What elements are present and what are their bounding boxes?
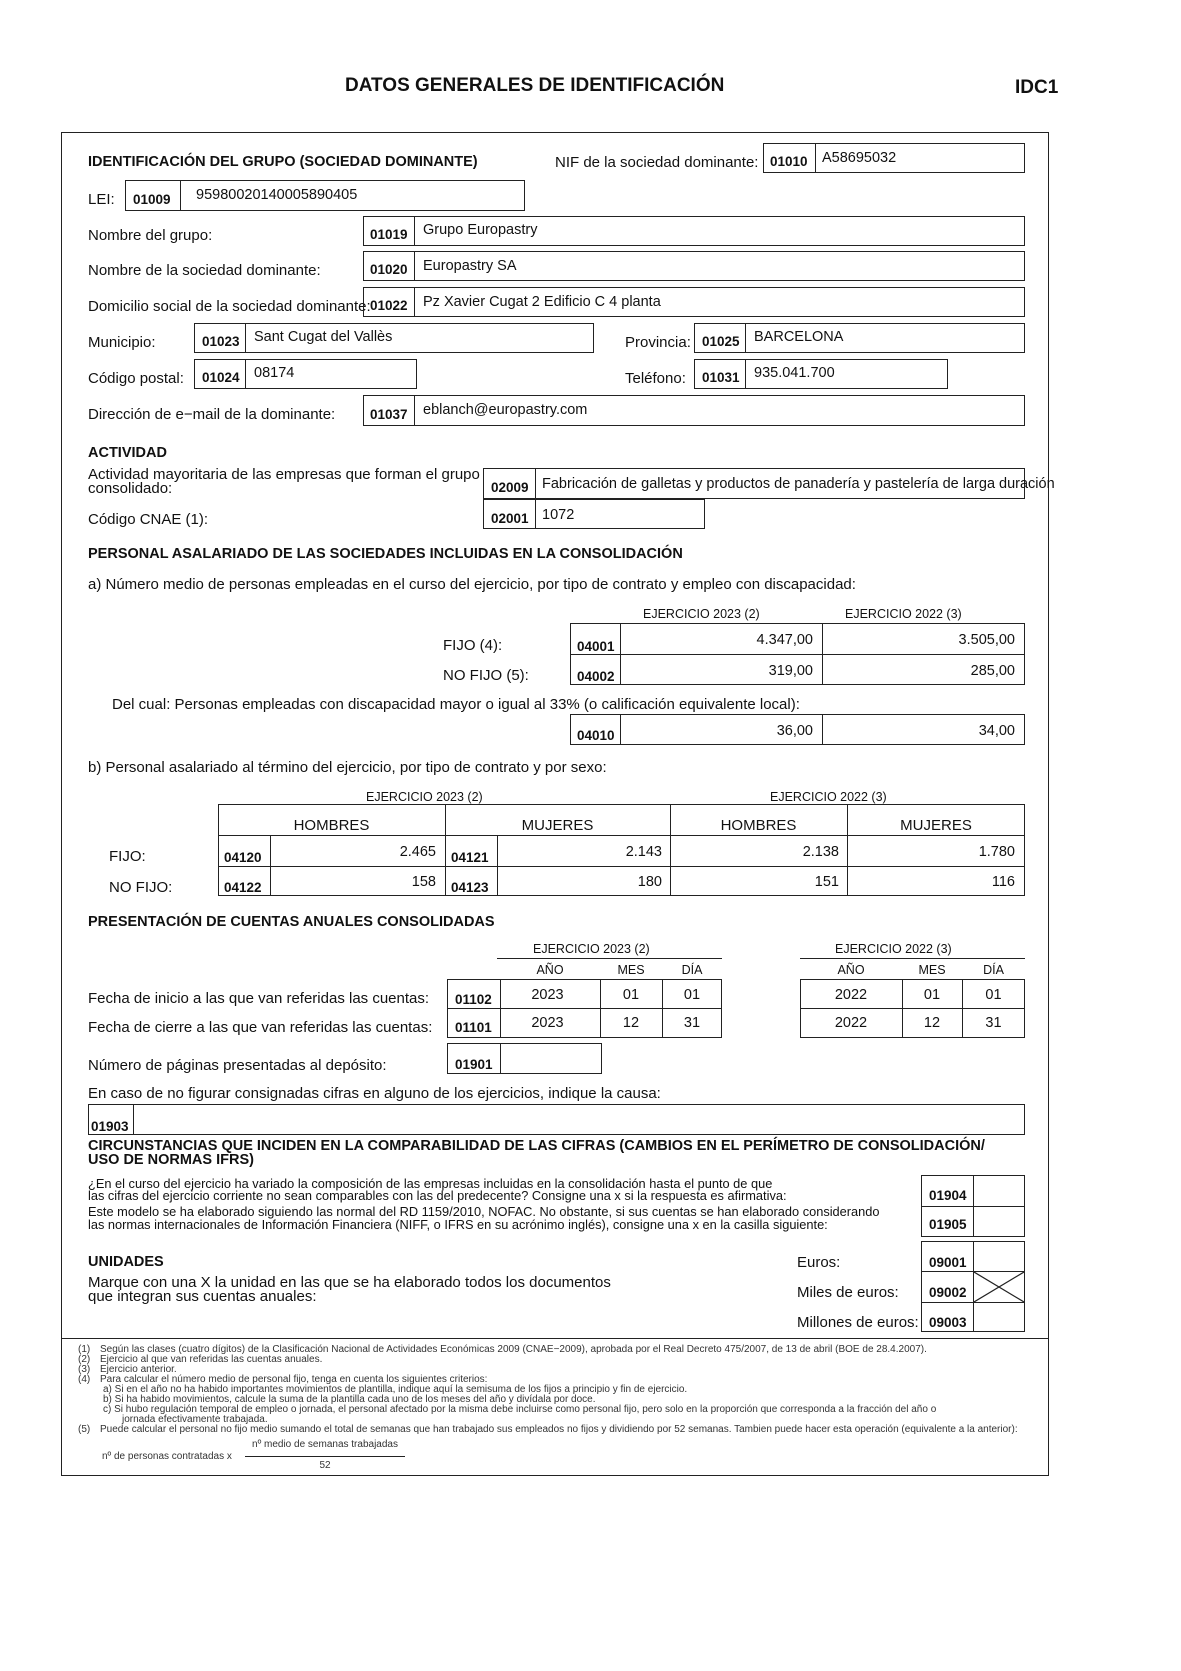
email-code: 01037 [370,407,408,422]
email-value: eblanch@europastry.com [423,402,588,418]
hombres-cur-header: HOMBRES [293,817,370,834]
telefono-code: 01031 [702,370,740,385]
cierre-mes-cur: 12 [622,1015,640,1031]
fijo-hombres-cur: 2.465 [399,844,436,860]
discapacidad-prev: 34,00 [978,723,1015,739]
domicilio-code: 01022 [370,298,408,313]
code-04120: 04120 [224,850,262,865]
cierre-mes-prev: 12 [923,1015,941,1031]
lei-value: 95980020140005890405 [196,187,358,203]
miles-checkbox-checked[interactable] [974,1272,1024,1302]
personal-b-ej-cur: EJERCICIO 2023 (2) [366,790,483,804]
footnote-2: Ejercicio al que van referidas las cuentas anuales. [100,1354,323,1365]
millones-label: Millones de euros: [797,1314,919,1331]
paginas-code: 01901 [455,1057,493,1072]
mes-prev-header: MES [918,963,946,977]
cuentas-ej-cur: EJERCICIO 2023 (2) [533,942,650,956]
fijo-mujeres-prev: 1.780 [978,844,1015,860]
circ-q2-line2: las normas internacionales de Información Financiera (NIFF, o IFRS en su acrónimo inglés), consigne una x en la casilla siguiente: [88,1217,828,1232]
b-fijo-label: FIJO: [109,848,146,865]
provincia-label: Provincia: [625,334,691,351]
page-title: DATOS GENERALES DE IDENTIFICACIÓN [345,75,725,96]
section-cuentas-heading: PRESENTACIÓN DE CUENTAS ANUALES CONSOLIDADAS [88,914,495,930]
circ-q2-code: 01905 [929,1217,967,1232]
formula-left: nº de personas contratadas x [102,1451,232,1462]
circ-q2-checkbox[interactable] [974,1207,1024,1236]
footnote-4c-cont: jornada efectivamente trabajada. [122,1414,268,1425]
fijo-label: FIJO (4): [443,637,503,654]
footnote-4-num: (4) [78,1374,91,1385]
nofijo-cur: 319,00 [768,663,813,679]
footnote-3: Ejercicio anterior. [100,1364,177,1375]
nofijo-hombres-prev: 151 [814,874,839,890]
cierre-anio-cur: 2023 [531,1015,564,1031]
personal-a-label: a) Número medio de personas empleadas en el curso del ejercicio, por tipo de contrato y empleo con discapacidad: [88,576,856,593]
causa-label: En caso de no figurar consignadas cifras en alguno de los ejercicios, indique la causa: [88,1085,661,1102]
miles-code: 09002 [929,1285,967,1300]
circ-q1-line2: las cifras del ejercicio corriente no sean comparables con las del predecente? Consigne una x si la respuesta es afirmativa: [88,1188,787,1203]
nif-code: 01010 [770,154,808,169]
section-circ-heading-1: CIRCUNSTANCIAS QUE INCIDEN EN LA COMPARABILIDAD DE LAS CIFRAS (CAMBIOS EN EL PERÍMETRO DE CONSOLIDACIÓN/ [88,1138,985,1154]
cnae-label: Código CNAE (1): [88,511,209,528]
millones-checkbox[interactable] [974,1303,1024,1331]
circ-q1-checkbox[interactable] [974,1176,1024,1206]
inicio-label: Fecha de inicio a las que van referidas las cuentas: [88,990,430,1007]
nofijo-mujeres-cur: 180 [637,874,662,890]
email-label: Dirección de e−mail de la dominante: [88,406,336,423]
mujeres-cur-header: MUJERES [521,817,594,834]
footnote-3-num: (3) [78,1364,91,1375]
municipio-code: 01023 [202,334,240,349]
section-unidades-heading: UNIDADES [88,1254,164,1270]
actividad-value: Fabricación de galletas y productos de panadería y pastelería de larga duración [542,476,1055,492]
inicio-anio-cur: 2023 [531,987,564,1003]
circ-q1-code: 01904 [929,1188,967,1203]
unidades-text-line2: que integran sus cuentas anuales: [88,1288,317,1305]
footnote-divider [61,1338,1049,1339]
inicio-mes-cur: 01 [622,987,640,1003]
nombre-grupo-label: Nombre del grupo: [88,227,213,244]
section-personal-heading: PERSONAL ASALARIADO DE LAS SOCIEDADES INCLUIDAS EN LA CONSOLIDACIÓN [88,546,683,562]
footnote-5-num: (5) [78,1424,91,1435]
cierre-code: 01101 [455,1020,492,1035]
inicio-dia-cur: 01 [683,987,701,1003]
form-code: IDC1 [1015,77,1059,98]
b-nofijo-label: NO FIJO: [109,879,173,896]
hombres-prev-header: HOMBRES [720,817,797,834]
mes-cur-header: MES [617,963,645,977]
domicilio-label: Domicilio social de la sociedad dominante: [88,298,371,315]
formula-denominator: 52 [319,1460,331,1471]
anio-prev-header: AÑO [837,963,865,977]
circ-q1-line1: ¿En el curso del ejercicio ha variado la composición de las empresas incluidas en la consolidación hasta el punto de que [88,1176,773,1191]
nif-value: A58695032 [822,150,897,166]
discapacidad-label: Del cual: Personas empleadas con discapacidad mayor o igual al 33% (o calificación equivalente local): [112,696,800,713]
unidades-text-line1: Marque con una X la unidad en las que se ha elaborado todos los documentos [88,1274,611,1291]
nombre-soc-code: 01020 [370,262,408,277]
personal-ej-cur: EJERCICIO 2023 (2) [643,607,760,621]
personal-ej-prev: EJERCICIO 2022 (3) [845,607,962,621]
inicio-dia-prev: 01 [985,987,1002,1003]
cnae-value: 1072 [542,507,575,523]
nofijo-mujeres-prev: 116 [991,874,1015,890]
section-grupo-heading: IDENTIFICACIÓN DEL GRUPO (SOCIEDAD DOMINANTE) [88,154,478,170]
cierre-anio-prev: 2022 [834,1015,868,1031]
cierre-dia-cur: 31 [683,1015,701,1031]
inicio-anio-prev: 2022 [834,987,868,1003]
footnote-4b: b) Si ha habido movimientos, calcule la suma de la plantilla cada uno de los meses del año y divídala por doce. [103,1394,596,1405]
personal-b-ej-prev: EJERCICIO 2022 (3) [770,790,887,804]
millones-code: 09003 [929,1315,967,1330]
actividad-code: 02009 [491,480,529,495]
section-actividad-heading: ACTIVIDAD [88,445,167,461]
cuentas-ej-prev: EJERCICIO 2022 (3) [835,942,952,956]
nofijo-prev: 285,00 [970,663,1015,679]
provincia-value: BARCELONA [754,329,844,345]
footnote-1: Según las clases (cuatro dígitos) de la Clasificación Nacional de Actividades Económicas 2009 (CNAE−2009), aprobada por el Real Decreto 475/2007, de 13 de abril (BOE de 28.4.2007). [100,1344,927,1355]
fijo-hombres-prev: 2.138 [802,844,839,860]
cierre-dia-prev: 31 [985,1015,1002,1031]
footnote-5: Puede calcular el personal no fijo medio sumando el total de semanas que han trabajado sus empleados no fijos y dividiendo por 52 semanas. Tambien puede hacer esta operación (equivalente a la anterior): [100,1424,1018,1435]
causa-code: 01903 [91,1119,129,1134]
nofijo-code: 04002 [577,669,615,684]
euros-checkbox[interactable] [974,1242,1024,1271]
nombre-soc-value: Europastry SA [423,258,517,274]
circ-q2-line1: Este modelo se ha elaborado siguiendo las normal del RD 1159/2010, NOFAC. No obstante, si sus cuentas se han elaborado considerando [88,1204,880,1219]
provincia-field[interactable] [694,323,1025,353]
footnote-1-num: (1) [78,1344,91,1355]
provincia-code: 01025 [702,334,740,349]
nofijo-label: NO FIJO (5): [443,667,529,684]
nombre-grupo-value: Grupo Europastry [423,222,538,238]
anio-cur-header: AÑO [536,963,564,977]
miles-label: Miles de euros: [797,1284,899,1301]
municipio-value: Sant Cugat del Vallès [254,329,393,345]
nombre-soc-label: Nombre de la sociedad dominante: [88,262,321,279]
euros-label: Euros: [797,1254,841,1271]
discapacidad-cur: 36,00 [776,723,813,739]
lei-label: LEI: [88,191,115,208]
footnote-4: Para calcular el número medio de personal fijo, tenga en cuenta los siguientes criterios: [100,1374,488,1385]
paginas-label: Número de páginas presentadas al depósito: [88,1057,387,1074]
personal-b-label: b) Personal asalariado al término del ejercicio, por tipo de contrato y por sexo: [88,759,607,776]
cp-value: 08174 [254,365,295,381]
municipio-label: Municipio: [88,334,156,351]
code-04121: 04121 [451,850,489,865]
fijo-prev: 3.505,00 [958,632,1015,648]
footnote-2-num: (2) [78,1354,91,1365]
code-04122: 04122 [224,880,262,895]
code-04123: 04123 [451,880,489,895]
discapacidad-code: 04010 [577,728,615,743]
cp-label: Código postal: [88,370,184,387]
cierre-label: Fecha de cierre a las que van referidas las cuentas: [88,1019,433,1036]
section-circ-heading-2: USO DE NORMAS IFRS) [88,1152,254,1168]
dia-cur-header: DÍA [681,963,703,977]
euros-code: 09001 [929,1255,967,1270]
actividad-label-line1: Actividad mayoritaria de las empresas que forman el grupo [88,466,480,483]
dia-prev-header: DÍA [983,963,1004,977]
telefono-label: Teléfono: [625,370,686,387]
nombre-grupo-code: 01019 [370,227,408,242]
lei-code: 01009 [133,192,171,207]
formula-fraction-bar [245,1456,405,1457]
nofijo-hombres-cur: 158 [411,874,436,890]
telefono-value: 935.041.700 [754,365,835,381]
cnae-code: 02001 [491,511,529,526]
domicilio-value: Pz Xavier Cugat 2 Edificio C 4 planta [423,294,661,310]
formula-numerator: nº medio de semanas trabajadas [252,1439,398,1450]
nif-label: NIF de la sociedad dominante: [555,154,759,171]
inicio-code: 01102 [455,992,492,1007]
actividad-label-line2: consolidado: [88,480,173,497]
footnote-4a: a) Si en el año no ha habido importantes movimientos de plantilla, indique aquí la semisuma de los fijos a principio y fin de ejercicio. [103,1384,688,1395]
inicio-mes-prev: 01 [923,987,941,1003]
mujeres-prev-header: MUJERES [900,817,972,834]
causa-field[interactable] [88,1104,1025,1135]
cp-code: 01024 [202,370,240,385]
fijo-mujeres-cur: 2.143 [625,844,662,860]
fijo-code: 04001 [577,639,615,654]
footnote-4c: c) Si hubo regulación temporal de empleo o jornada, el personal afectado por la misma debe incluirse como personal fijo, pero solo en la proporción que corresponda a la fracción del año o [103,1404,937,1415]
fijo-cur: 4.347,00 [756,632,813,648]
